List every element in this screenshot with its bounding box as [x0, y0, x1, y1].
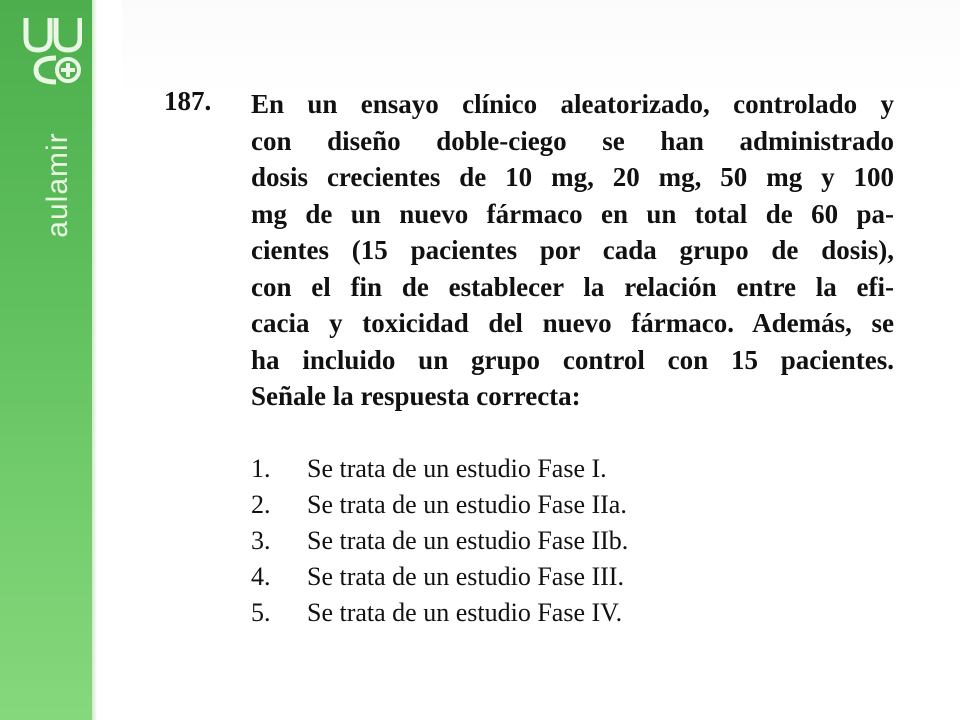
stem-line: Señale la respuesta correcta:: [251, 381, 581, 411]
answer-option: [251, 451, 628, 487]
answer-options: [251, 451, 628, 631]
question-number: 187.: [164, 86, 212, 116]
option-number: 1.: [251, 454, 271, 483]
option-text: Se trata de un estudio Fase IIb.: [307, 526, 629, 555]
sidebar-edge: [92, 0, 97, 720]
answer-option: [251, 559, 628, 595]
option-text: Se trata de un estudio Fase IV.: [307, 598, 623, 627]
stem-line: En un ensayo clínico aleatorizado, controlado y: [251, 89, 894, 119]
stem-line: cientes (15 pacientes por cada grupo de dosis),: [251, 235, 894, 265]
stem-line: con diseño doble-ciego se han administrado: [251, 125, 894, 156]
answer-option: [251, 595, 628, 631]
answer-option: [251, 487, 628, 523]
option-text: Se trata de un estudio Fase III.: [307, 562, 624, 591]
sidebar-band: [0, 0, 92, 720]
stem-line: cacia y toxicidad del nuevo fármaco. Además, se: [251, 308, 894, 338]
option-number: 5.: [251, 598, 271, 627]
option-text: Se trata de un estudio Fase IIa.: [307, 490, 627, 519]
stem-line: mg de un nuevo fármaco en un total de 60 pa-: [251, 198, 894, 229]
aulamir-logo-icon: [22, 14, 82, 86]
option-text: Se trata de un estudio Fase I.: [307, 454, 607, 483]
option-number: 4.: [251, 562, 271, 591]
answer-option: [251, 523, 628, 559]
stem-line: dosis crecientes de 10 mg, 20 mg, 50 mg y 100: [251, 162, 894, 192]
stem-line: ha incluido un grupo control con 15 pacientes.: [251, 344, 894, 375]
option-number: 3.: [251, 526, 271, 555]
header-area: [122, 0, 960, 100]
option-number: 2.: [251, 490, 271, 519]
question-stem: [251, 86, 894, 415]
stem-line: con el fin de establecer la relación entre la efi-: [251, 271, 894, 302]
brand-text: aulamir: [41, 132, 74, 238]
